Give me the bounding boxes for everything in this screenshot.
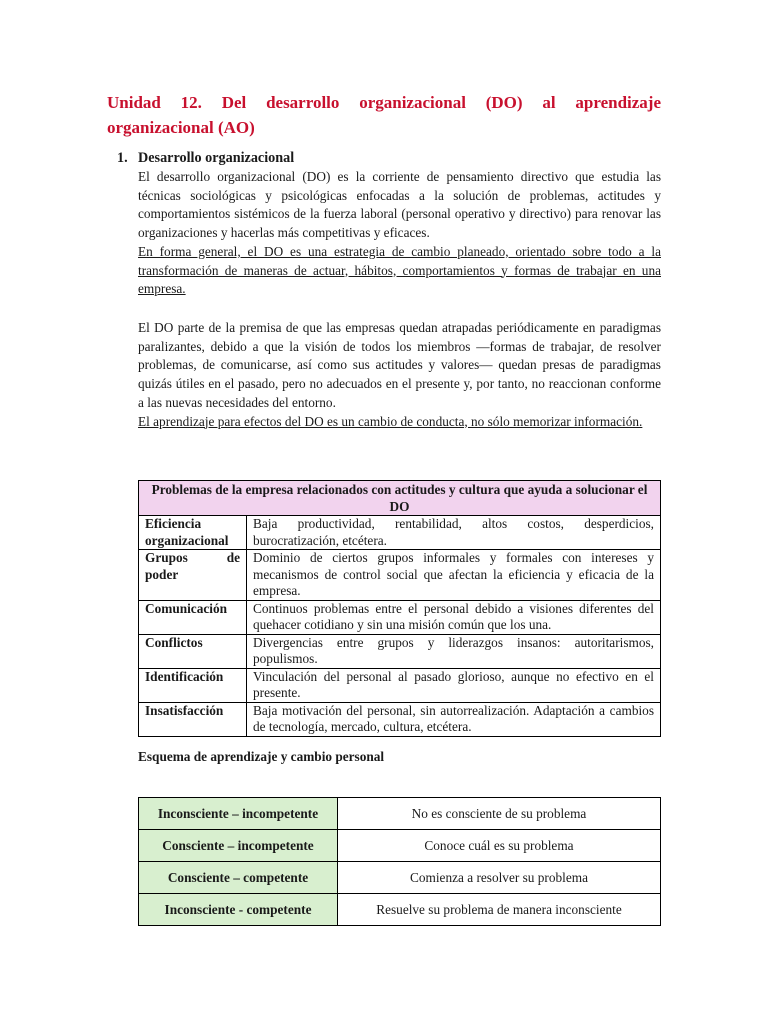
problem-description: Baja motivación del personal, sin autorrealización. Adaptación a cambios de tecnología, mercado, cultura, etcétera.	[247, 702, 661, 736]
table-row	[139, 600, 661, 634]
schema-title: Esquema de aprendizaje y cambio personal	[138, 749, 385, 764]
schema-description: No es consciente de su problema	[338, 798, 661, 830]
table-row	[139, 830, 661, 862]
problem-key: Grupos de poder	[139, 550, 247, 601]
table-row	[139, 516, 661, 550]
section-heading-text: Desarrollo organizacional	[138, 150, 295, 166]
problems-table	[138, 480, 661, 737]
problem-description: Divergencias entre grupos y liderazgos insanos: autoritarismos, populismos.	[247, 634, 661, 668]
premise-block	[138, 319, 661, 431]
schema-stage: Consciente – competente	[139, 862, 338, 894]
schema-description: Conoce cuál es su problema	[338, 830, 661, 862]
problem-description: Dominio de ciertos grupos informales y formales con intereses y mecanismos de control social que afectan la eficiencia y eficacia de la empresa.	[247, 550, 661, 601]
table-row	[139, 894, 661, 926]
problem-description: Continuos problemas entre el personal debido a visiones diferentes del quehacer cotidiano y sin una misión común que los una.	[247, 600, 661, 634]
problem-description: Vinculación del personal al pasado glorioso, aunque no efectivo en el presente.	[247, 668, 661, 702]
table-row	[139, 798, 661, 830]
schema-table	[138, 797, 661, 926]
table-row	[139, 668, 661, 702]
table-row	[139, 862, 661, 894]
schema-stage: Consciente – incompetente	[139, 830, 338, 862]
problem-key: Comunicación	[139, 600, 247, 634]
problem-description: Baja productividad, rentabilidad, altos costos, desperdicios, burocratización, etcétera.	[247, 516, 661, 550]
section-number: 1.	[117, 150, 128, 166]
page-title: Unidad 12. Del desarrollo organizacional (DO) al aprendizaje organizacional (AO)	[107, 93, 661, 137]
problem-key: Identificación	[139, 668, 247, 702]
table-row	[139, 550, 661, 601]
paragraph-learning-underlined: El aprendizaje para efectos del DO es un cambio de conducta, no sólo memorizar información.	[138, 413, 643, 429]
intro-block	[138, 168, 661, 299]
paragraph-strategy-underlined: En forma general, el DO es una estrategia de cambio planeado, orientado sobre todo a la transformación de maneras de actuar, hábitos, comportamientos y formas de trabajar en una empresa.	[138, 243, 661, 297]
schema-description: Resuelve su problema de manera inconsciente	[338, 894, 661, 926]
problem-key: Eficiencia organizacional	[139, 516, 247, 550]
problems-table-header: Problemas de la empresa relacionados con actitudes y cultura que ayuda a solucionar el DO	[139, 481, 661, 516]
section-heading	[117, 150, 294, 167]
problem-key: Conflictos	[139, 634, 247, 668]
table-row	[139, 702, 661, 736]
table-row	[139, 634, 661, 668]
problem-key: Insatisfacción	[139, 702, 247, 736]
schema-description: Comienza a resolver su problema	[338, 862, 661, 894]
paragraph-definition: El desarrollo organizacional (DO) es la corriente de pensamiento directivo que estudia las técnicas sociológicas y psicológicas enfocadas a la solución de problemas, actitudes y comportamientos sistémicos de la fuerza laboral (personal operativo y directivo) para renovar las organizaciones y hacerlas más competitivas y eficaces.	[138, 169, 661, 241]
schema-stage: Inconsciente - competente	[139, 894, 338, 926]
paragraph-premise: El DO parte de la premisa de que las empresas quedan atrapadas periódicamente en paradigmas paralizantes, debido a que la visión de todos los miembros —formas de trabajar, de resolver problemas, de comunicarse, así como sus actitudes y valores— quedan presas de paradigmas quizás útiles en el pasado, pero no adecuados en el presente y, por tanto, no reaccionan conforme a las nuevas necesidades del entorno.	[138, 320, 661, 410]
schema-stage: Inconsciente – incompetente	[139, 798, 338, 830]
